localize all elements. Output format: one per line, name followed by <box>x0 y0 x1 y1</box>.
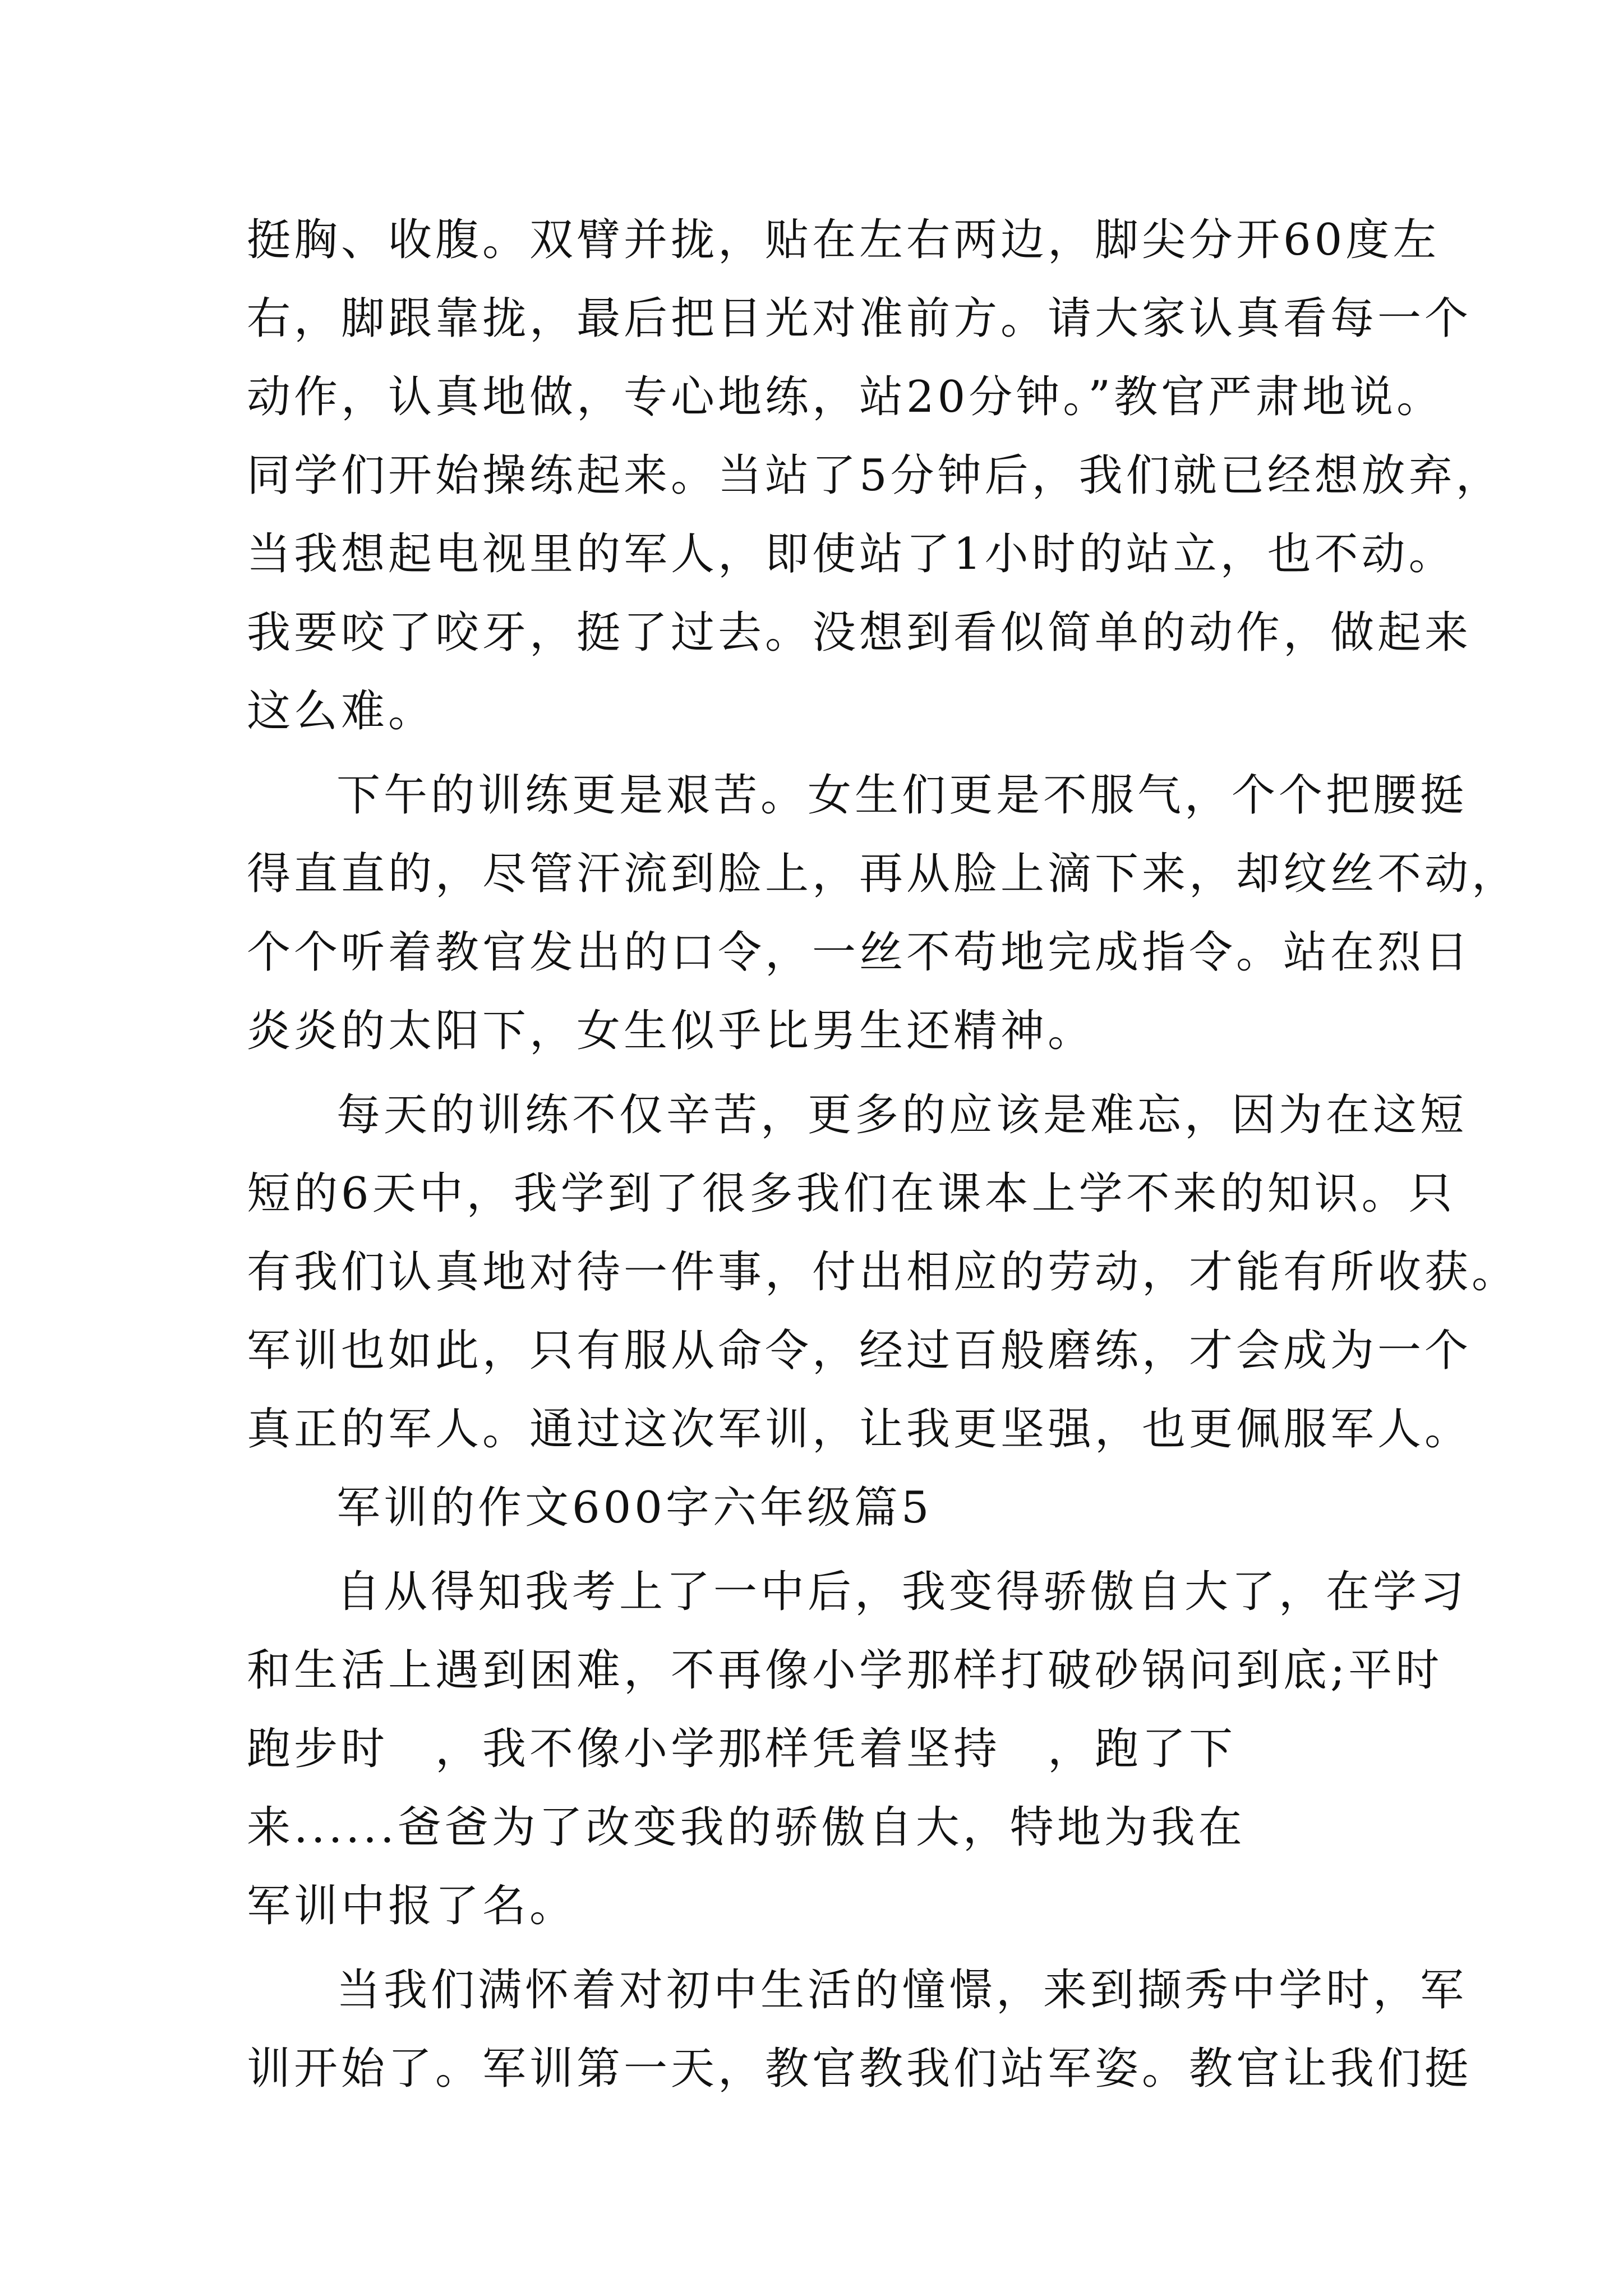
text-line: 有我们认真地对待一件事，付出相应的劳动，才能有所收获。 <box>247 1247 1519 1297</box>
text-line: 个个听着教官发出的口令，一丝不苟地完成指令。站在烈日 <box>247 927 1472 978</box>
text-line: 当我想起电视里的军人，即使站了1小时的站立，也不动。 <box>247 529 1456 579</box>
text-line: 同学们开始操练起来。当站了5分钟后，我们就已经想放弃， <box>247 450 1503 501</box>
text-line: 来......爸爸为了改变我的骄傲自大，特地为我在 <box>247 1802 1246 1853</box>
section-heading: 军训的作文600字六年级篇5 <box>336 1483 933 1533</box>
text-line: 军训也如此，只有服从命令，经过百般磨练，才会成为一个 <box>247 1326 1472 1376</box>
text-line: 跑步时 ，我不像小学那样凭着坚持 ，跑了下 <box>247 1724 1237 1774</box>
text-line: 挺胸、收腹。双臂并拢，贴在左右两边，脚尖分开60度左 <box>247 215 1440 265</box>
text-line: 军训中报了名。 <box>247 1881 577 1931</box>
paragraph-first-line: 自从得知我考上了一中后，我变得骄傲自大了，在学习 <box>336 1567 1468 1617</box>
text-line: 训开始了。军训第一天，教官教我们站军姿。教官让我们挺 <box>247 2044 1472 2094</box>
text-line: 右，脚跟靠拢，最后把目光对准前方。请大家认真看每一个 <box>247 293 1472 344</box>
text-line: 炎炎的太阳下，女生似乎比男生还精神。 <box>247 1006 1095 1056</box>
paragraph-first-line: 每天的训练不仅辛苦，更多的应该是难忘，因为在这短 <box>336 1090 1468 1140</box>
paragraph-first-line: 当我们满怀着对初中生活的憧憬，来到撷秀中学时，军 <box>336 1965 1468 2016</box>
paragraph-first-line: 下午的训练更是艰苦。女生们更是不服气，个个把腰挺 <box>336 770 1468 821</box>
text-line: 短的6天中，我学到了很多我们在课本上学不来的知识。只 <box>247 1168 1456 1219</box>
text-line: 我要咬了咬牙，挺了过去。没想到看似简单的动作，做起来 <box>247 608 1472 658</box>
text-line: 和生活上遇到困难，不再像小学那样打破砂锅问到底;平时 <box>247 1645 1443 1696</box>
text-line: 得直直的，尽管汗流到脸上，再从脸上滴下来，却纹丝不动， <box>247 849 1519 899</box>
text-line: 动作，认真地做，专心地练，站20分钟。”教官严肃地说。 <box>247 372 1444 422</box>
text-line: 这么难。 <box>247 686 436 737</box>
text-line: 真正的军人。通过这次军训，让我更坚强，也更佩服军人。 <box>247 1404 1472 1455</box>
